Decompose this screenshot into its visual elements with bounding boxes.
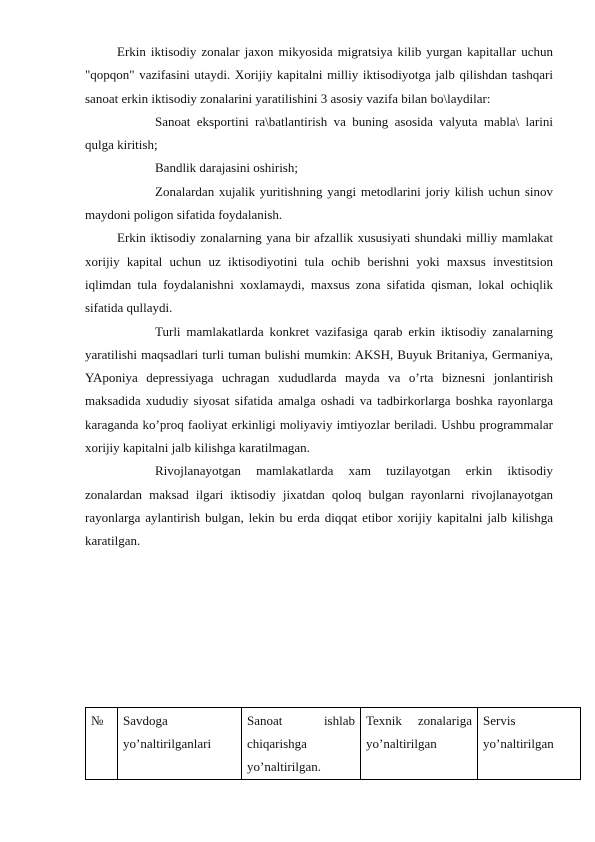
paragraph-advantage: Erkin iktisodiy zonalarning yana bir afzallik xususiyati shundaki milliy mamlakat xorijiy kapital uchun uz iktisodiyotini tula ochib berishni yoki maxsus investitsion iqlimdan tula foydalanishni xoxlamaydi, maxsus zona sifatida qisman, lokal ochiqlik sifatida qullaydi. [85,230,553,316]
header-service: Servis yo’naltirilgan [478,708,581,780]
paragraph-task-export: Sanoat eksportini ra\batlantirish va buning asosida valyuta mabla\ larini qulga kiritish; [85,113,553,153]
paragraph-countries: Turli mamlakatlarda konkret vazifasiga qarab erkin iktisodiy zanalarning yaratilishi maqsadlari turli tuman bulishi mumkin: AKSH, Buyuk Britaniya, Germaniya, YAponiya depressiyaga uchragan xududlarda mayda va o’rta biznesni jonlantirish maksadida xududiy siyosat sifatida amalga oshadi va tadbirkorlarga boshka rayonlarga karaganda ko’proq faoliyat erkinligi moliyaviy imtiyozlar beriladi. Ushbu programmalar xorijiy kapitalni jalb kilishga karatilmagan. [85,323,553,456]
document-body [85,40,553,553]
header-technical: Texnik zonalariga yo’naltirilgan [361,708,478,780]
paragraph-developing: Rivojlanayotgan mamlakatlarda xam tuzilayotgan erkin iktisodiy zonalardan maksad ilgari iktisodiy jixatdan qoloq bulgan rayonlarni rivojlanayotgan rayonlarga aylantirish bulgan, lekin bu erda diqqat etibor xorijiy kapitalni jalb kilishga karatilgan. [85,463,553,549]
zone-types-table [85,707,581,780]
header-trade: Savdoga yo’naltirilganlari [118,708,242,780]
table-header-row [86,708,581,780]
paragraph-intro: Erkin iktisodiy zonalar jaxon mikyosida migratsiya kilib yurgan kapitallar uchun "qopqon" vazifasini utaydi. Xorijiy kapitalni milliy iktisodiyotga jalb qilishdan tashqari sanoat erkin iktisodiy zonalarini yaratilishini 3 asosiy vazifa bilan bo\laydilar: [85,44,553,106]
paragraph-task-testing: Zonalardan xujalik yuritishning yangi metodlarini joriy kilish uchun sinov maydoni poligon sifatida foydalanish. [85,183,553,223]
paragraph-task-employment: Bandlik darajasini oshirish; [155,160,298,176]
header-industrial: Sanoat ishlab chiqarishga yo’naltirilgan. [242,708,361,780]
header-number: № [86,708,118,780]
